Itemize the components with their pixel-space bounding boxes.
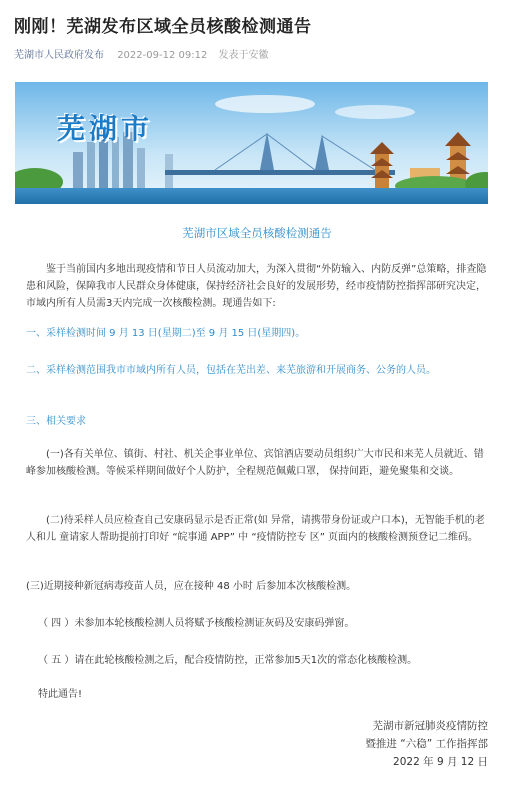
notice-item-3: 三、相关要求 <box>26 416 86 427</box>
requirement-1: (一)各有关单位、镇街、村社、机关企事业单位、宾馆酒店要动员组织广大市民和来芜人员就近、错峰参加核酸检测。等候采样期间做好个人防护，全程规范佩戴口罩， 保持间距，避免聚集和交谈。 <box>26 449 484 477</box>
banner-image <box>15 82 488 204</box>
notice-closing: 特此通告! <box>38 689 83 700</box>
signature-date: 2022 年 9 月 12 日 <box>393 756 488 768</box>
publish-date: 2022-09-12 09:12 <box>117 50 208 61</box>
requirement-5: （ 五 ）请在此轮核酸检测之后，配合疫情防控，正常参加5天1次的常态化核酸检测。 <box>38 655 418 666</box>
banner-city-text: 芜湖市 <box>57 112 154 145</box>
requirement-4: （ 四 ）未参加本轮核酸检测人员将赋予核酸检测证灰码及安康码弹窗。 <box>38 618 355 629</box>
signature-line-2: 暨推进 “六稳” 工作指挥部 <box>365 738 488 750</box>
account-name-link[interactable]: 芜湖市人民政府发布 <box>14 50 104 61</box>
article-meta <box>14 46 269 61</box>
publish-location: 发表于安徽 <box>218 50 269 61</box>
requirement-2: (二)待采样人员应检查自己安康码显示是否正常(如 异常，请携带身份证或户口本)，无智能手机的老人和儿 童请家人帮助提前打印好 “皖事通 APP” 中 “疫情防控专 区” 页面内的核酸检测预登记二维码。 <box>26 515 485 543</box>
notice-title: 芜湖市区域全员核酸检测通告 <box>182 226 332 240</box>
notice-item-2: 二、采样检测范围我市市域内所有人员，包括在芜出差、来芜旅游和开展商务、公务的人员。 <box>26 365 436 376</box>
notice-intro: 鉴于当前国内多地出现疫情和节日人员流动加大，为深入贯彻“外防输入、内防反弹”总策略，排查隐患和风险，保障我市人民群众身体健康，保持经济社会良好的发展形势，经市疫情防控指挥部研究决定，市域内所有人员需3天内完成一次核酸检测。现通告如下: <box>26 264 487 309</box>
notice-item-1: 一、采样检测时间 9 月 13 日(星期二)至 9 月 15 日(星期四)。 <box>26 328 306 339</box>
article-title: 刚刚！芜湖发布区域全员核酸检测通告 <box>14 17 312 37</box>
signature-line-1: 芜湖市新冠肺炎疫情防控 <box>372 720 488 732</box>
requirement-3: (三)近期接种新冠病毒疫苗人员，应在接种 48 小时 后参加本次核酸检测。 <box>26 581 357 592</box>
